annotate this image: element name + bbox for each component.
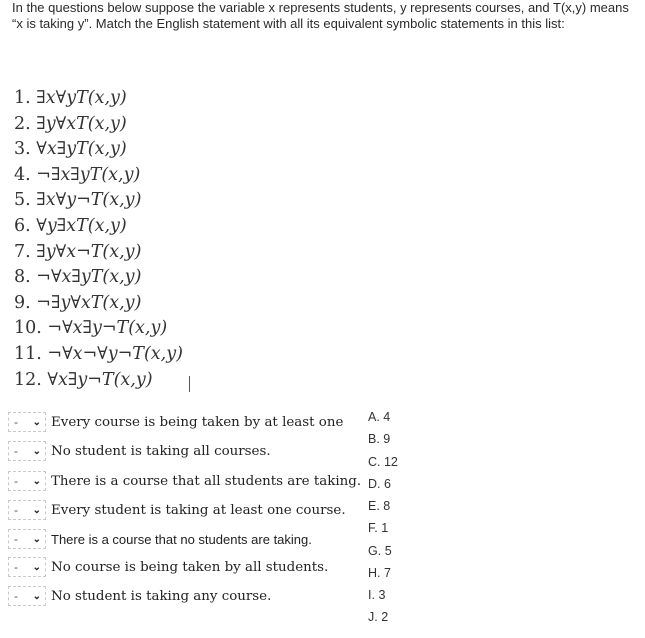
statement-number: 12. [14,369,42,390]
statement-item [14,214,183,240]
option-value: 6 [383,477,391,491]
answer-option [368,410,390,424]
english-statement: No student is taking all courses. [51,443,271,459]
statement-item [14,163,183,189]
statement-item [14,137,183,163]
chevron-down-icon: ⌄ [32,416,41,428]
english-statement: Every student is taking at least one course. [51,502,346,518]
statement-formula: ∃x∀y¬T(x,y) [36,190,142,211]
statement-number: 2. [14,113,31,134]
statement-formula: ∀x∃y¬T(x,y) [47,369,153,390]
statement-item [14,188,183,214]
match-row [8,439,271,463]
option-letter: A. [368,410,380,424]
option-value: 3 [378,588,386,602]
select-value: - [14,503,18,517]
option-letter: H. [368,566,381,580]
option-value: 2 [381,610,389,624]
chevron-down-icon: ⌄ [32,590,41,602]
option-value: 5 [384,544,392,558]
chevron-down-icon: ⌄ [32,561,41,573]
text-cursor [189,376,190,392]
chevron-down-icon: ⌄ [32,504,41,516]
statement-number: 9. [14,292,31,313]
question-intro: In the questions below suppose the variable x represents students, y represents courses, and T(x,y) means “x is taking y”. Match the English statement with all its equivalent symbolic statements in this list: [12,0,629,31]
statement-formula: ∃y∀xT(x,y) [36,113,127,134]
statement-number: 4. [14,164,31,185]
select-value: - [14,532,18,546]
statement-item [14,342,183,368]
select-value: - [14,415,18,429]
answer-select[interactable] [8,586,46,606]
statement-number: 3. [14,139,31,160]
answer-select[interactable] [8,500,46,520]
statement-item [14,265,183,291]
statement-number: 7. [14,241,31,262]
match-row [8,527,312,551]
select-value: - [14,444,18,458]
statement-item [14,240,183,266]
select-value: - [14,589,18,603]
chevron-down-icon: ⌄ [32,445,41,457]
answer-option [368,455,398,469]
answer-select[interactable] [8,412,46,432]
symbolic-statement-list [14,86,183,393]
answer-select[interactable] [8,441,46,461]
statement-formula: ¬∀x¬∀y¬T(x,y) [47,343,183,364]
option-letter: E. [368,499,380,513]
english-statement: No course is being taken by all students. [51,559,329,575]
answer-option [368,588,385,602]
english-statement: No student is taking any course. [51,588,272,604]
answer-option [368,477,391,491]
statement-number: 11. [14,343,42,364]
option-value: 9 [383,432,391,446]
statement-number: 8. [14,267,31,288]
option-letter: J. [368,610,378,624]
statement-item [14,112,183,138]
statement-number: 10. [14,318,42,339]
statement-number: 6. [14,215,31,236]
statement-formula: ∀y∃xT(x,y) [36,215,127,236]
option-letter: I. [368,588,375,602]
select-value: - [14,474,18,488]
statement-item [14,291,183,317]
option-letter: F. [368,521,378,535]
chevron-down-icon: ⌄ [32,475,41,487]
answer-select[interactable] [8,471,46,491]
match-row [8,584,271,608]
select-value: - [14,560,18,574]
answer-option [368,521,388,535]
option-value: 1 [381,521,389,535]
statement-item [14,86,183,112]
statement-item [14,368,183,394]
option-value: 12 [383,455,398,469]
statement-item [14,316,183,342]
match-row [8,555,328,579]
english-statement: There is a course that all students are taking. [51,473,362,489]
statement-formula: ¬∀x∃y¬T(x,y) [47,318,168,339]
statement-formula: ∃x∀yT(x,y) [36,88,127,108]
option-value: 8 [383,499,391,513]
option-letter: B. [368,432,380,446]
match-row [8,410,343,434]
chevron-down-icon: ⌄ [32,533,41,545]
statement-formula: ¬∃x∃yT(x,y) [36,164,141,185]
answer-option [368,544,392,558]
answer-option [368,610,388,624]
english-statement: There is a course that no students are taking. [51,531,312,547]
option-letter: G. [368,544,382,558]
answer-option [368,499,390,513]
match-row [8,469,361,493]
option-value: 4 [383,410,391,424]
match-row [8,498,346,522]
answer-select[interactable] [8,557,46,577]
option-letter: C. [368,455,381,469]
statement-number: 1. [14,88,31,108]
statement-formula: ¬∀x∃yT(x,y) [36,267,142,288]
statement-number: 5. [14,190,31,211]
answer-option [368,432,390,446]
english-statement: Every course is being taken by at least one [51,414,344,430]
statement-formula: ∃y∀x¬T(x,y) [36,241,142,262]
statement-formula: ∀x∃yT(x,y) [36,139,127,160]
answer-option [368,566,391,580]
statement-formula: ¬∃y∀xT(x,y) [36,292,142,313]
answer-select[interactable] [8,529,46,549]
option-letter: D. [368,477,381,491]
option-value: 7 [383,566,391,580]
